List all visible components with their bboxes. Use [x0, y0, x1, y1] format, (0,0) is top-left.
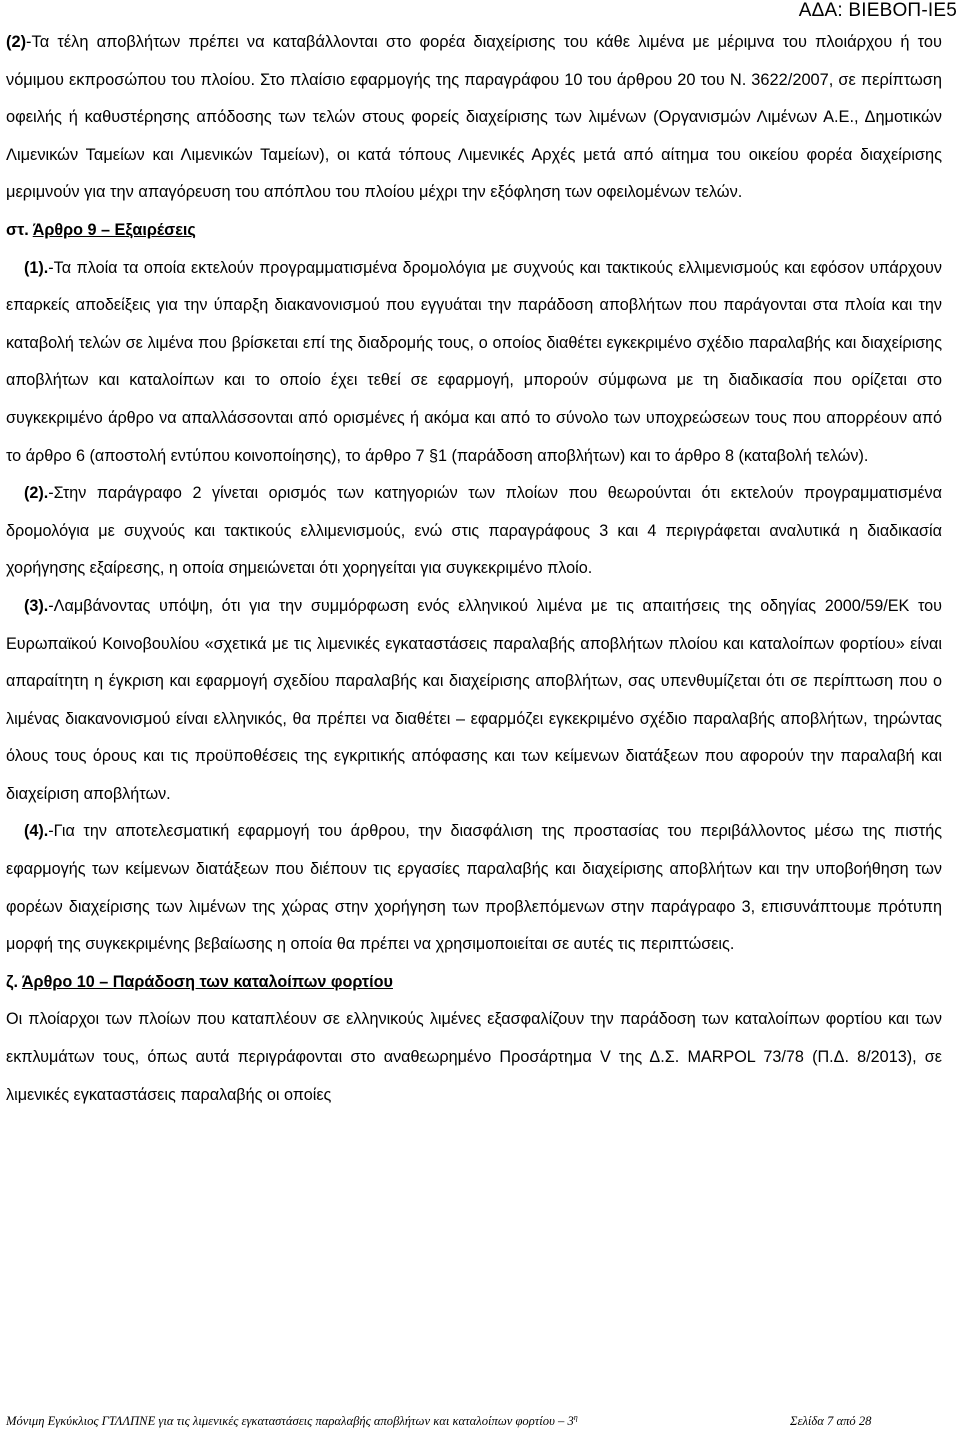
paragraph-number: (4).	[24, 822, 49, 841]
page-footer	[6, 1413, 946, 1429]
paragraph-number: (2).	[24, 484, 49, 503]
paragraph-number: (3).	[24, 596, 49, 615]
article-9-paragraph-4	[6, 813, 942, 963]
paragraph-number: (1).	[24, 258, 49, 277]
article-9-paragraph-2	[6, 475, 942, 588]
heading-title: Άρθρο 9 – Εξαιρέσεις	[32, 220, 196, 239]
ada-code: ΑΔΑ: ΒΙΕΒΟΠ-ΙΕ5	[798, 0, 957, 21]
heading-title: Άρθρο 10 – Παράδοση των καταλοίπων φορτίου	[21, 972, 393, 991]
footer-edition-sup: η	[573, 1412, 578, 1422]
paragraph-2-continuation	[6, 24, 942, 212]
page-number: Σελίδα 7 από 28	[790, 1414, 872, 1428]
article-9-paragraph-1	[6, 250, 942, 476]
paragraph-text: -Τα πλοία τα οποία εκτελούν προγραμματισμένα δρομολόγια με συχνούς και τακτικούς ελλιμενισμούς και εφόσον υπάρχουν επαρκείς αποδείξεις για την ύπαρξη διακανονισμού που εγγυάται την παράδοση αποβλήτων που παράγονται στα πλοία και την καταβολή τελών σε λιμένα που βρίσκεται επί της διαδρομής τους, ο οποίος διαθέτει εγκεκριμένο σχέδιο παραλαβής και διαχείρισης αποβλήτων και καταλοίπων και το οποίο έχει τεθεί σε εφαρμογή, μπορούν σύμφωνα με τη διαδικασία που ορίζεται στο συγκεκριμένο άρθρο να απαλλάσσονται από ορισμένες ή ακόμα και από το σύνολο των υποχρεώσεων τους που απορρέουν από το άρθρο 6 (αποστολή εντύπου κοινοποίησης), το άρθρο 7 §1 (παράδοση αποβλήτων) και το άρθρο 8 (καταβολή τελών).	[6, 258, 942, 465]
article-9-heading	[6, 212, 942, 250]
article-10-paragraph: Οι πλοίαρχοι των πλοίων που καταπλέουν σε ελληνικούς λιμένες εξασφαλίζουν την παράδοση των καταλοίπων φορτίου και των εκπλυμάτων τους, όπως αυτά περιγράφονται στο αναθεωρημένο Προσάρτημα V της Δ.Σ. MARPOL 73/78 (Π.Δ. 8/2013), σε λιμενικές εγκαταστάσεις παραλαβής οι οποίες	[6, 1010, 942, 1104]
paragraph-text: -Για την αποτελεσματική εφαρμογή του άρθρου, την διασφάλιση της προστασίας του περιβάλλοντος μέσω της πιστής εφαρμογής των κείμενων διατάξεων που διέπουν τις εργασίες παραλαβής και διαχείρισης αποβλήτων και την υποβοήθηση των φορέων διαχείρισης των λιμένων της χώρας στην χορήγηση των προβλεπόμενων στην παράγραφο 3, επισυνάπτουμε πρότυπη μορφή της συγκεκριμένης βεβαίωσης η οποία θα πρέπει να χρησιμοποιείται σε αυτές τις περιπτώσεις.	[6, 822, 942, 954]
footer-circular-title	[6, 1414, 578, 1428]
paragraph-number: (2)	[6, 33, 27, 51]
paragraph-text: -Τα τέλη αποβλήτων πρέπει να καταβάλλονται στο φορέα διαχείρισης του κάθε λιμένα με μέριμνα του πλοιάρχου ή του νόμιμου εκπροσώπου του πλοίου. Στο πλαίσιο εφαρμογής της παραγράφου 10 του άρθρου 20 του Ν. 3622/2007, σε περίπτωση οφειλής ή καθυστέρησης απόδοσης των τελών στους φορείς διαχείρισης των λιμένων (Οργανισμών Λιμένων Α.Ε., Δημοτικών Λιμενικών Ταμείων και Λιμενικών Ταμείων), οι κατά τόπους Λιμενικές Αρχές μετά από αίτημα του οικείου φορέα διαχείρισης μεριμνούν για την απαγόρευση του απόπλου του πλοίου μέχρι την εξόφληση των οφειλομένων τελών.	[6, 33, 942, 202]
heading-prefix: ζ.	[6, 972, 18, 991]
article-9-paragraph-3	[6, 588, 942, 814]
paragraph-text: -Λαμβάνοντας υπόψη, ότι για την συμμόρφωση ενός ελληνικού λιμένα με τις απαιτήσεις της οδηγίας 2000/59/ΕΚ του Ευρωπαϊκού Κοινοβουλίου «σχετικά με τις λιμενικές εγκαταστάσεις παραλαβής αποβλήτων πλοίου και καταλοίπων φορτίου» είναι απαραίτητη η έγκριση και εφαρμογή σχεδίου παραλαβής και διαχείρισης αποβλήτων, σας υπενθυμίζεται ότι σε περίπτωση που ο λιμένας διακανονισμού είναι ελληνικός, θα πρέπει να διαθέτει – εφαρμόζει εγκεκριμένο σχέδιο παραλαβής αποβλήτων, τηρώντας όλους τους όρους και τις προϋποθέσεις της εγκριτικής απόφασης και των κείμενων διατάξεων που αφορούν την παραλαβή και διαχείριση αποβλήτων.	[6, 596, 942, 803]
footer-circular-text: Μόνιμη Εγκύκλιος ΓΤΛΛΠΝΕ για τις λιμενικές εγκαταστάσεις παραλαβής αποβλήτων και καταλοίπων φορτίου – 3	[6, 1414, 574, 1428]
paragraph-text: -Στην παράγραφο 2 γίνεται ορισμός των κατηγοριών των πλοίων που θεωρούνται ότι εκτελούν προγραμματισμένα δρομολόγια με συχνούς και τακτικούς ελλιμενισμούς, ενώ στις παραγράφους 3 και 4 περιγράφεται αναλυτικά η διαδικασία χορήγησης εξαίρεσης, η οποία σημειώνεται ότι χορηγείται για συγκεκριμένο πλοίο.	[6, 484, 942, 578]
document-body	[6, 24, 942, 1114]
article-10-heading	[6, 964, 942, 1002]
heading-prefix: στ.	[6, 220, 29, 239]
